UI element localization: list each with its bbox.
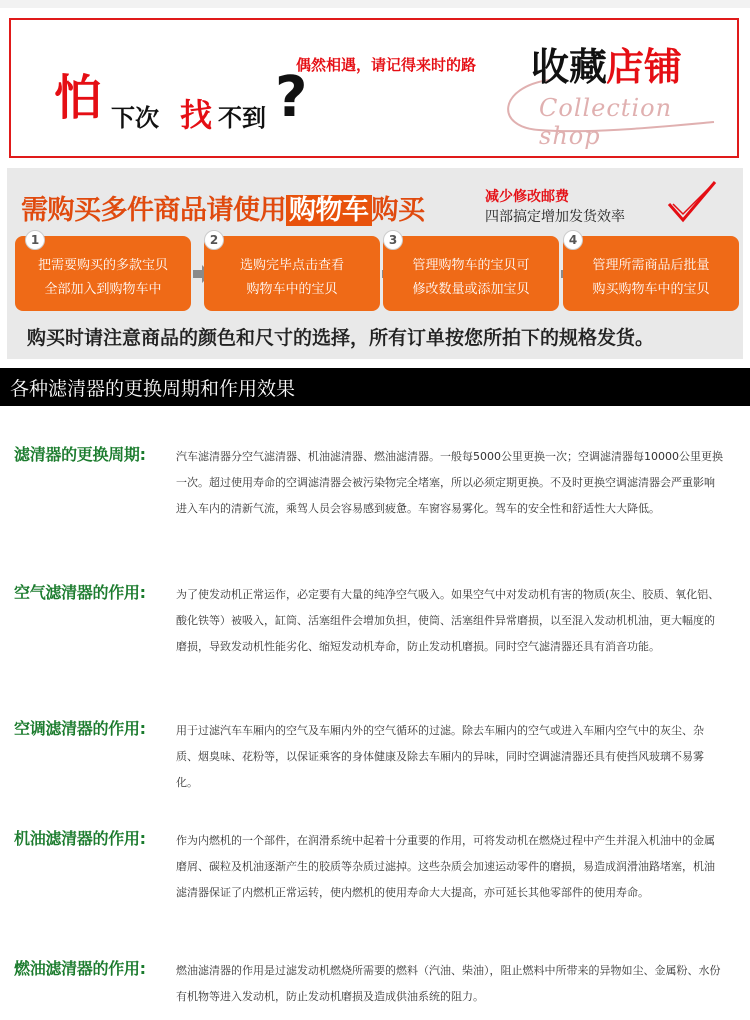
- section-text: 燃油滤清器的作用是过滤发动机燃烧所需要的燃料（汽油、柴油），阻止燃料中所带来的异物如尘、金属粉、水份有机物等进入发动机，防止发动机磨损及造成供油系统的阻力。: [176, 964, 721, 1003]
- collect-text: 收藏: [531, 45, 608, 89]
- section-header: [0, 368, 750, 406]
- section-label: 机油滤清器的作用:: [14, 829, 146, 848]
- section-text: 汽车滤清器分空气滤清器、机油滤清器、燃油滤清器。一般每5000公里更换一次；空调滤清器每10000公里更换一次。超过使用寿命的空调滤清器会被污染物完全堵塞，所以必须定期更换。不及时更换空调滤清器会严重影响进入车内的清新气流，乘驾人员会容易感到疲惫。车窗容易雾化。驾车的安全性和舒适性大大降低。: [176, 450, 723, 515]
- step-3-line1: 管理购物车的宝贝可: [412, 258, 530, 273]
- cart-guide-banner: [7, 168, 743, 359]
- title-highlight: 购物车: [286, 195, 372, 226]
- step-3-box: [383, 236, 559, 311]
- section-text: 作为内燃机的一个部件，在润滑系统中起着十分重要的作用，可将发动机在燃烧过程中产生并混入机油中的金属磨屑、碳粒及机油逐渐产生的胶质等杂质过滤掉。这些杂质会加速运动零件的磨损，易造成润滑油路堵塞，机油滤清器保证了内燃机正常运转，使内燃机的使用寿命大大提高，亦可延长其他零部件的使用寿命。: [176, 834, 715, 899]
- step-3-number: 3: [383, 230, 403, 250]
- shop-text: 店铺: [606, 45, 683, 89]
- step-1-line1: 把需要购买的多款宝贝: [37, 258, 168, 273]
- section-text: 为了使发动机正常运作，必定要有大量的纯净空气吸入。如果空气中对发动机有害的物质(灰尘、胶质、氧化铝、酸化铁等）被吸入，缸筒、活塞组件会增加负担，使筒、活塞组件异常磨损，以至混入发动机机油，更大幅度的磨损，导致发动机性能劣化、缩短发动机寿命，防止发动机磨损。同时空气滤清器还具有消音功能。: [176, 588, 720, 653]
- checkmark-icon: [661, 176, 721, 231]
- step-1-line2: 全部加入到购物车中: [44, 282, 162, 297]
- collection-shop-script: Collection shop: [539, 94, 673, 150]
- step-2-line2: 购物车中的宝贝: [246, 282, 338, 297]
- cant-text: 不到: [218, 104, 266, 132]
- section-label: 空气滤清器的作用:: [14, 583, 146, 602]
- section-label: 燃油滤清器的作用:: [14, 959, 146, 978]
- step-4-number: 4: [563, 230, 583, 250]
- title-pre: 需购买多件商品请使用: [21, 195, 286, 226]
- section-header-title: 各种滤清器的更换周期和作用效果: [10, 378, 296, 400]
- step-4-line2: 购买购物车中的宝贝: [592, 282, 710, 297]
- step-2-number: 2: [204, 230, 224, 250]
- section-label: 空调滤清器的作用:: [14, 719, 146, 738]
- order-note: 购买时请注意商品的颜色和尺寸的选择，所有订单按您所拍下的规格发货。: [27, 327, 655, 349]
- step-4-line1: 管理所需商品后批量: [592, 258, 710, 273]
- question-mark: ?: [275, 65, 308, 130]
- efficiency-text: 四部搞定增加发货效率: [485, 209, 625, 225]
- step-1-number: 1: [25, 230, 45, 250]
- section-label: 滤清器的更换周期:: [14, 445, 146, 464]
- step-2-line1: 选购完毕点击查看: [239, 258, 344, 273]
- reduce-postage-text: 减少修改邮费: [485, 189, 569, 205]
- step-4-box: [563, 236, 739, 311]
- fear-text: 怕: [54, 70, 103, 126]
- step-3-line2: 修改数量或添加宝贝: [412, 282, 530, 297]
- title-post: 购买: [371, 195, 425, 226]
- top-strip: [0, 0, 750, 8]
- next-time-text: 下次: [111, 104, 159, 132]
- cart-guide-title: [21, 188, 425, 227]
- step-2-box: [204, 236, 380, 311]
- collect-shop-banner[interactable]: [9, 18, 739, 158]
- find-text: 找: [180, 96, 213, 134]
- slogan-text: 偶然相遇，请记得来时的路: [296, 56, 477, 74]
- section-text: 用于过滤汽车车厢内的空气及车厢内外的空气循环的过滤。除去车厢内的空气或进入车厢内空气中的灰尘、杂质、烟臭味、花粉等，以保证乘客的身体健康及除去车厢内的异味，同时空调滤清器还具有使挡风玻璃不易雾化。: [176, 724, 704, 789]
